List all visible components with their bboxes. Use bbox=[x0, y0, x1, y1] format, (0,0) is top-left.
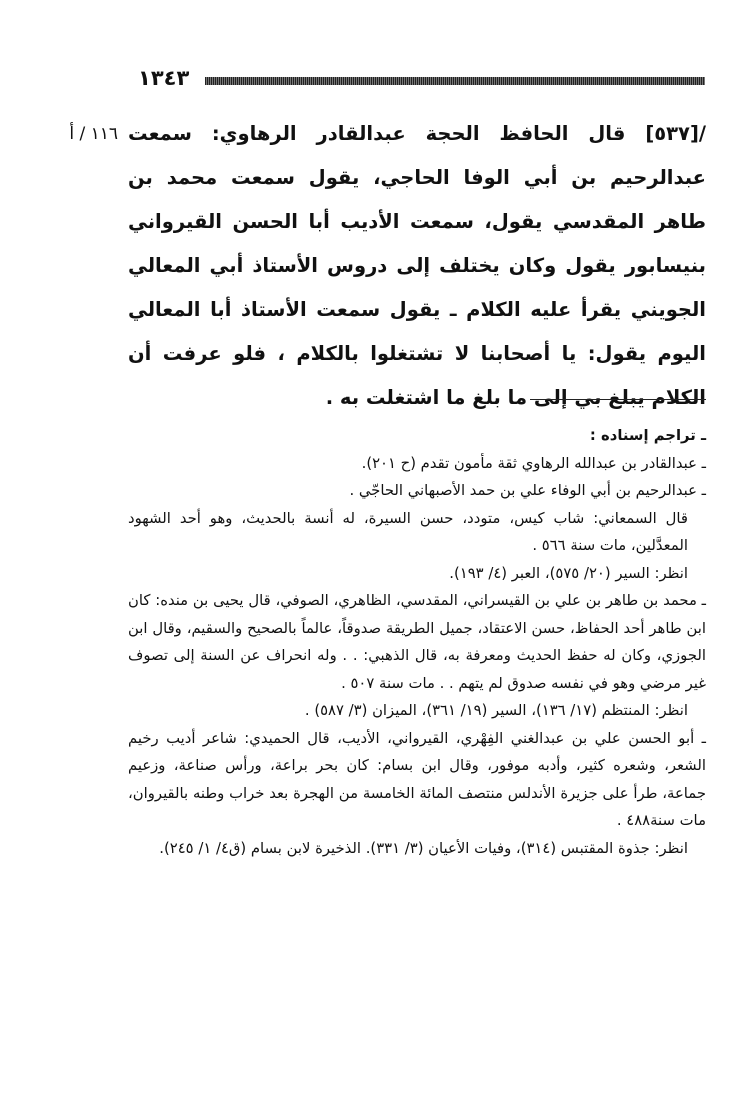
footnote-paragraph: انظر: المنتظم (١٧/ ١٣٦)، السير (١٩/ ٣٦١)، الميزان (٣/ ٥٨٧) . bbox=[304, 702, 688, 719]
footnote-paragraph: ـ محمد بن طاهر بن علي بن القيسراني، المقدسي، الظاهري، الصوفي، قال يحيى بن منده: كان ابن طاهر أحد الحفاظ، حسن الاعتقاد، جميل الطريقة صدوقاً، عالماً بالصحيح والسقيم، وقال ابن الجوزي، وكان له حفظ الحديث ومعرفة به، قال الذهبي: . . وله انحراف عن السنة إلى تصوف غير مرضي وهو في نفسه صدوق لم يتهم . . مات سنة ٥٠٧ . bbox=[128, 592, 706, 692]
footnote-paragraph: ـ عبدالقادر بن عبدالله الرهاوي ثقة مأمون تقدم (ح ٢٠١). bbox=[361, 454, 706, 472]
page-number: ١٣٤٣ bbox=[138, 66, 190, 90]
header-rule bbox=[205, 77, 705, 85]
footnotes-heading: ـ تراجم إسناده : bbox=[589, 427, 706, 444]
manuscript-folio-reference: ١١٦ / أ bbox=[69, 124, 118, 144]
main-text: /[٥٣٧] قال الحافظ الحجة عبدالقادر الرهاوي: سمعت عبدالرحيم بن أبي الوفا الحاجي، يقول سمعت محمد بن طاهر المقدسي يقول، سمعت الأديب أبا الحسن القيرواني بنيسابور يقول وكان يختلف إلى دروس الأستاذ أبي المعالي الجويني يقرأ عليه الكلام ـ يقول سمعت الأستاذ أبا المعالي اليوم يقول: يا أصحابنا لا تشتغلوا بالكلام ، فلو عرفت أن الكلام يبلغ بي إلى ما بلغ ما اشتغلت به . bbox=[128, 122, 706, 409]
footnote-paragraph: ـ عبدالرحيم بن أبي الوفاء علي بن حمد الأصبهاني الحاجّي . bbox=[349, 482, 706, 499]
footnote-divider bbox=[530, 399, 706, 400]
footnote-paragraph: انظر: السير (٢٠/ ٥٧٥)، العبر (٤/ ١٩٣). bbox=[449, 564, 688, 582]
footnotes bbox=[128, 422, 706, 862]
footnote-paragraph: انظر: جذوة المقتبس (٣١٤)، وفيات الأعيان (٣/ ٣٣١). الذخيرة لابن بسام (ق٤/ ١/ ٢٤٥). bbox=[159, 839, 688, 857]
footnote-paragraph: قال السمعاني: شاب كيس، متودد، حسن السيرة، له أنسة بالحديث، وهو أحد الشهود المعدَّلين، مات سنة ٥٦٦ . bbox=[128, 509, 688, 554]
footnote-paragraph: ـ أبو الحسن علي بن عبدالغني الفِهْري، القيرواني، الأديب، قال الحميدي: شاعر أديب رخيم الشعر، وشعره كثير، وأدبه موفور، وقال ابن بسام: كان بحر براعة، ورأس صناعة، وزعيم جماعة، طرأ على جزيرة الأندلس منتصف المائة الخامسة من الهجرة بعد خراب وطنه بالقيروان، مات سنة٤٨٨ . bbox=[128, 729, 706, 829]
